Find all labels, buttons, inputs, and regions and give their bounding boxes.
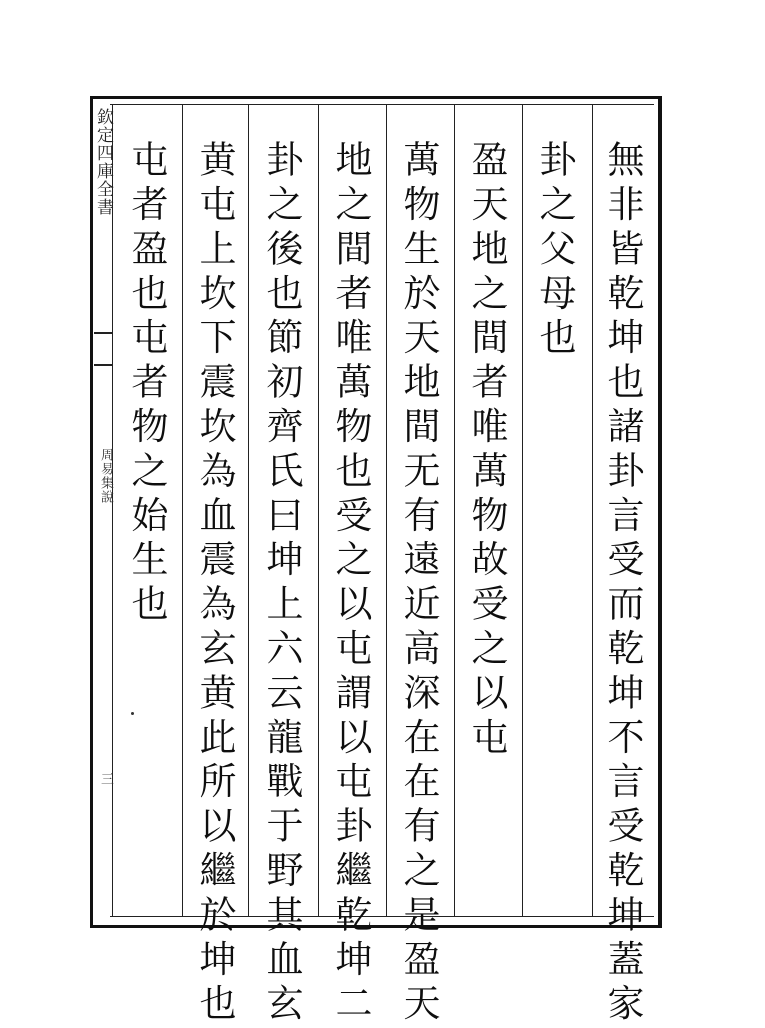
- text-column-7: 黄屯上坎下震坎為血震為玄黄此所以繼於坤也: [193, 140, 236, 1028]
- column-divider: [386, 104, 387, 916]
- column-divider: [112, 104, 113, 916]
- text-column-5: 地之間者唯萬物也受之以屯謂以屯卦繼乾坤二: [329, 140, 372, 1028]
- page-border: [90, 96, 662, 928]
- text-column-2: 卦之父母也: [533, 140, 576, 362]
- spine-fish-tail-mark: [94, 332, 112, 366]
- column-divider: [522, 104, 523, 916]
- column-divider: [248, 104, 249, 916]
- text-column-4: 萬物生於天地間无有遠近高深在在有之是盈天: [397, 140, 440, 1028]
- text-column-3: 盈天地之間者唯萬物故受之以屯: [465, 140, 508, 762]
- spine-page-number: 三: [98, 772, 113, 785]
- text-column-6: 卦之後也節初齊氏曰坤上六云龍戰于野其血玄: [260, 140, 303, 1028]
- text-column-1: 無非皆乾坤也諸卦言受而乾坤不言受乾坤蓋家: [601, 140, 644, 1028]
- ink-speck: [131, 712, 134, 715]
- column-divider: [454, 104, 455, 916]
- column-divider: [182, 104, 183, 916]
- top-rule: [110, 104, 654, 105]
- text-column-8: 屯者盈也屯者物之始生也: [125, 140, 168, 629]
- spine-book-title: 周易集說: [98, 448, 113, 504]
- spine-title: 欽定四庫全書: [93, 108, 113, 216]
- column-divider: [592, 104, 593, 916]
- column-divider: [318, 104, 319, 916]
- spine-column: [92, 104, 112, 916]
